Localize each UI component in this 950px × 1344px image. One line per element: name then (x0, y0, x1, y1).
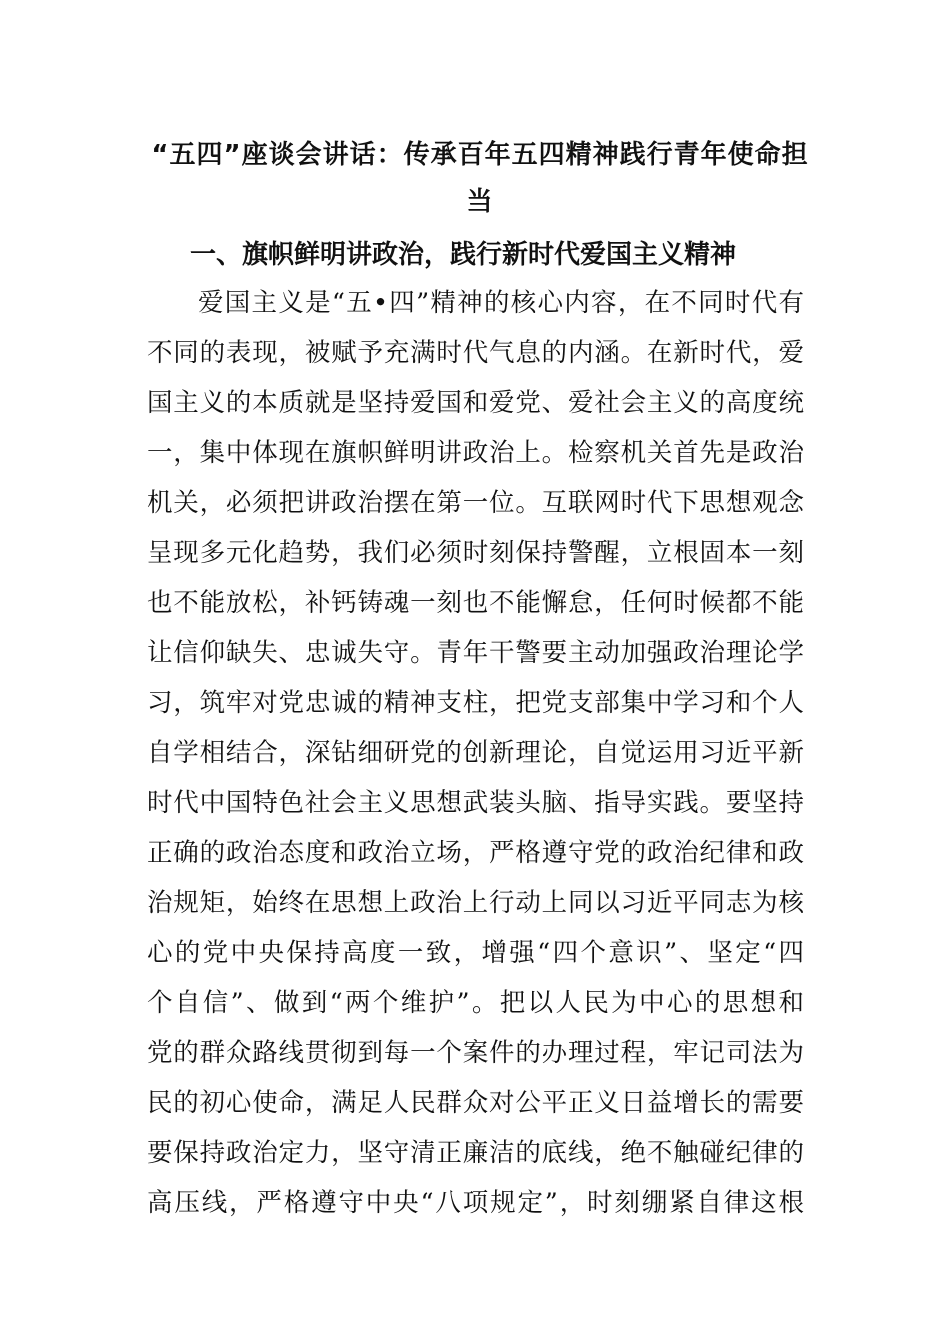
paragraph-line: 治规矩，始终在思想上政治上行动上同以习近平同志为核 (147, 888, 804, 918)
paragraph-line: 民的初心使命，满足人民群众对公平正义日益增长的需要 (147, 1088, 804, 1118)
paragraph-line: 也不能放松，补钙铸魂一刻也不能懈怠，任何时候都不能 (147, 588, 804, 618)
section-heading: 一、旗帜鲜明讲政治，践行新时代爱国主义精神 (190, 240, 737, 270)
paragraph-line: 心的党中央保持高度一致，增强“四个意识”、坚定“四 (147, 938, 804, 968)
paragraph-line: 高压线，严格遵守中央“八项规定”，时刻绷紧自律这根 (147, 1188, 804, 1218)
paragraph-line: 不同的表现，被赋予充满时代气息的内涵。在新时代，爱 (147, 338, 804, 368)
paragraph-line: 自学相结合，深钻细研党的创新理论，自觉运用习近平新 (147, 738, 804, 768)
paragraph-line: 让信仰缺失、忠诚失守。青年干警要主动加强政治理论学 (147, 638, 804, 668)
paragraph-line: 要保持政治定力，坚守清正廉洁的底线，绝不触碰纪律的 (147, 1138, 804, 1168)
paragraph-line: 呈现多元化趋势，我们必须时刻保持警醒，立根固本一刻 (147, 538, 804, 568)
paragraph-line: 时代中国特色社会主义思想武装头脑、指导实践。要坚持 (147, 788, 804, 818)
paragraph-line: 国主义的本质就是坚持爱国和爱党、爱社会主义的高度统 (147, 388, 804, 418)
paragraph-line: 党的群众路线贯彻到每一个案件的办理过程，牢记司法为 (147, 1038, 804, 1068)
paragraph-line: 个自信”、做到“两个维护”。把以人民为中心的思想和 (147, 988, 804, 1018)
paragraph-line: 机关，必须把讲政治摆在第一位。互联网时代下思想观念 (147, 488, 804, 518)
paragraph-line: 正确的政治态度和政治立场，严格遵守党的政治纪律和政 (147, 838, 804, 868)
document-title-line-1: “五四”座谈会讲话：传承百年五四精神践行青年使命担 (151, 140, 809, 170)
paragraph-line: 一，集中体现在旗帜鲜明讲政治上。检察机关首先是政治 (147, 438, 804, 468)
paragraph-line: 习，筑牢对党忠诚的精神支柱，把党支部集中学习和个人 (147, 688, 804, 718)
document-title-line-2: 当 (466, 187, 494, 217)
paragraph-line: 爱国主义是“五•四”精神的核心内容，在不同时代有 (198, 288, 804, 318)
